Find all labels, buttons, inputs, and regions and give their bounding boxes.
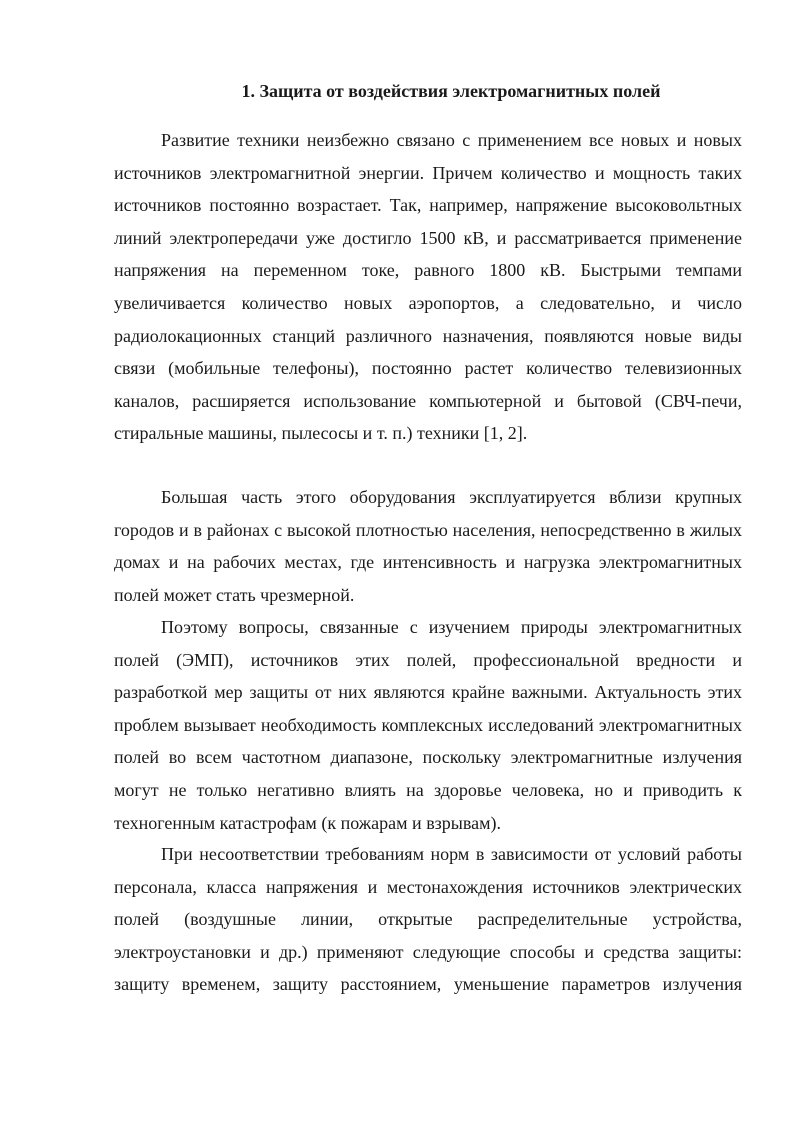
paragraph-4-block bbox=[114, 838, 742, 1001]
paragraph-3: Поэтому вопросы, связанные с изучением природы электромагнитных полей (ЭМП), источников этих полей, профессиональной вредности и разработкой мер защиты от них являются крайне важными. Актуальность этих проблем вызывает необходимость комплексных исследований электромагнитных полей во всем частотном диапазоне, поскольку электромагнитные излучения могут не только негативно влиять на здоровье человека, но и приводить к техногенным катастрофам (к пожарам и взрывам). bbox=[114, 617, 742, 833]
paragraph-4: При несоответствии требованиям норм в зависимости от условий работы персонала, класса напряжения и местонахождения источников электрических полей (воздушные линии, открытые распределительные устройства, электроустановки и др.) применяют следующие способы и средства защиты: защиту временем, защиту расстоянием, уменьшение параметров излучения bbox=[114, 844, 742, 995]
paragraph-2: Большая часть этого оборудования эксплуатируется вблизи крупных городов и в районах с высокой плотностью населения, непосредственно в жилых домах и на рабочих местах, где интенсивность и нагрузка электромагнитных полей может стать чрезмерной. bbox=[114, 487, 742, 605]
paragraph-1-block bbox=[114, 124, 742, 450]
paragraph-2-block bbox=[114, 481, 742, 611]
paragraph-3-block bbox=[114, 611, 742, 839]
section-heading: 1. Защита от воздействия электромагнитных полей bbox=[241, 81, 661, 101]
paragraph-1: Развитие техники неизбежно связано с применением все новых и новых источников электромагнитной энергии. Причем количество и мощность таких источников постоянно возрастает. Так, например, напряжение высоковольтных линий электропередачи уже достигло 1500 кВ, и рассматривается применение напряжения на переменном токе, равного 1800 кВ. Быстрыми темпами увеличивается количество новых аэропортов, а следовательно, и число радиолокационных станций различного назначения, появляются новые виды связи (мобильные телефоны), постоянно растет количество телевизионных каналов, расширяется использование компьютерной и бытовой (СВЧ-печи, стиральные машины, пылесосы и т. п.) техники [1, 2]. bbox=[114, 130, 742, 444]
